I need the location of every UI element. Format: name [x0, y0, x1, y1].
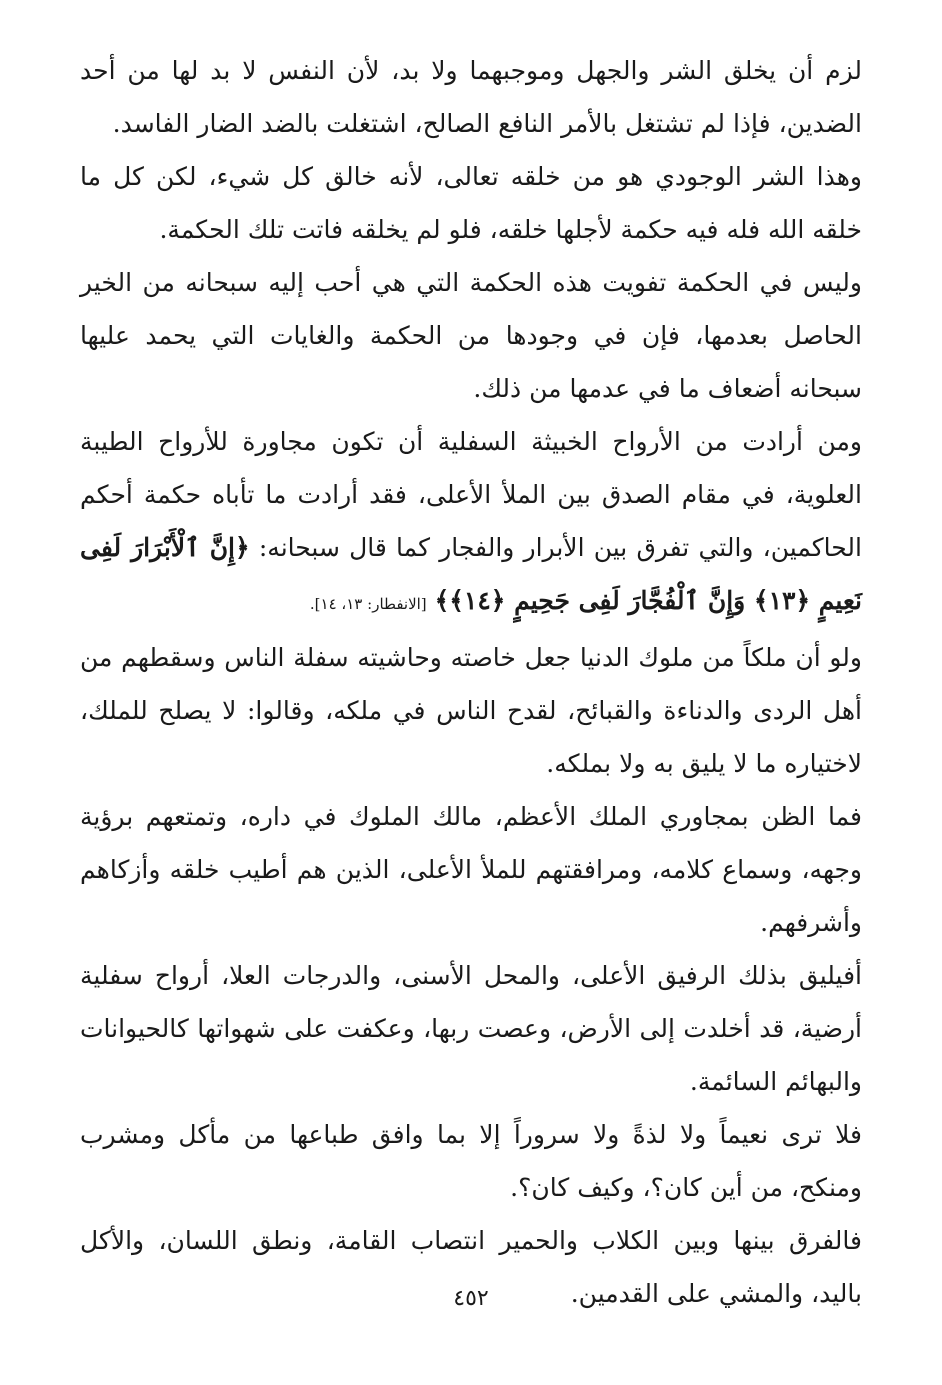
paragraph: ولو أن ملكاً من ملوك الدنيا جعل خاصته وحاشيته سفلة الناس وسقطهم من أهل الردى والدناءة والقبائح، لقدح الناس في ملكه، وقالوا: لا يصلح للملك، لاختياره ما لا يليق به ولا بملكه.: [80, 643, 862, 778]
paragraph-with-quran-verse: [80, 415, 862, 631]
paragraph-text: ومن أرادت من الأرواح الخبيثة السفلية أن تكون مجاورة للأرواح الطيبة العلوية، في مقام الصدق بين الملأ الأعلى، فقد أرادت ما تأباه حكمة أحكم الحاكمين، والتي تفرق بين الأبرار والفجار كما قال سبحانه:: [80, 427, 862, 562]
paragraph: لزم أن يخلق الشر والجهل وموجبهما ولا بد، لأن النفس لا بد لها من أحد الضدين، فإذا لم تشتغل بالأمر النافع الصالح، اشتغلت بالضد الضار الفاسد.: [80, 56, 862, 138]
quran-verse: ﴿إِنَّ ٱلْأَبْرَارَ لَفِى نَعِيمٍ ﴿١٣﴾ وَإِنَّ ٱلْفُجَّارَ لَفِى جَحِيمٍ ﴿١٤﴾﴾: [80, 533, 862, 615]
paragraph: فالفرق بينها وبين الكلاب والحمير انتصاب القامة، ونطق اللسان، والأكل باليد، والمشي على القدمين.: [80, 1226, 862, 1308]
verse-reference: [الانفطار: ١٣، ١٤].: [309, 595, 427, 613]
page-number: ٤٥٢: [453, 1286, 489, 1311]
paragraph: فما الظن بمجاوري الملك الأعظم، مالك الملوك في داره، وتمتعهم برؤية وجهه، وسماع كلامه، ومرافقتهم للملأ الأعلى، الذين هم أطيب خلقه وأزكاهم وأشرفهم.: [80, 802, 862, 937]
paragraph: وليس في الحكمة تفويت هذه الحكمة التي هي أحب إليه سبحانه من الخير الحاصل بعدمها، فإن في وجودها من الحكمة والغايات التي يحمد عليها سبحانه أضعاف ما في عدمها من ذلك.: [80, 268, 862, 403]
paragraph: فلا ترى نعيماً ولا لذةً ولا سروراً إلا بما وافق طباعها من مأكل ومشرب ومنكح، من أين كان؟، وكيف كان؟.: [80, 1120, 862, 1202]
paragraph: وهذا الشر الوجودي هو من خلقه تعالى، لأنه خالق كل شيء، لكن كل ما خلقه الله فله فيه حكمة لأجلها خلقه، فلو لم يخلقه فاتت تلك الحكمة.: [80, 162, 862, 244]
page-body: [80, 44, 862, 1320]
paragraph: أفيليق بذلك الرفيق الأعلى، والمحل الأسنى، والدرجات العلا، أرواح سفلية أرضية، قد أخلدت إلى الأرض، وعصت ربها، وعكفت على شهواتها كالحيوانات والبهائم السائمة.: [80, 961, 862, 1096]
